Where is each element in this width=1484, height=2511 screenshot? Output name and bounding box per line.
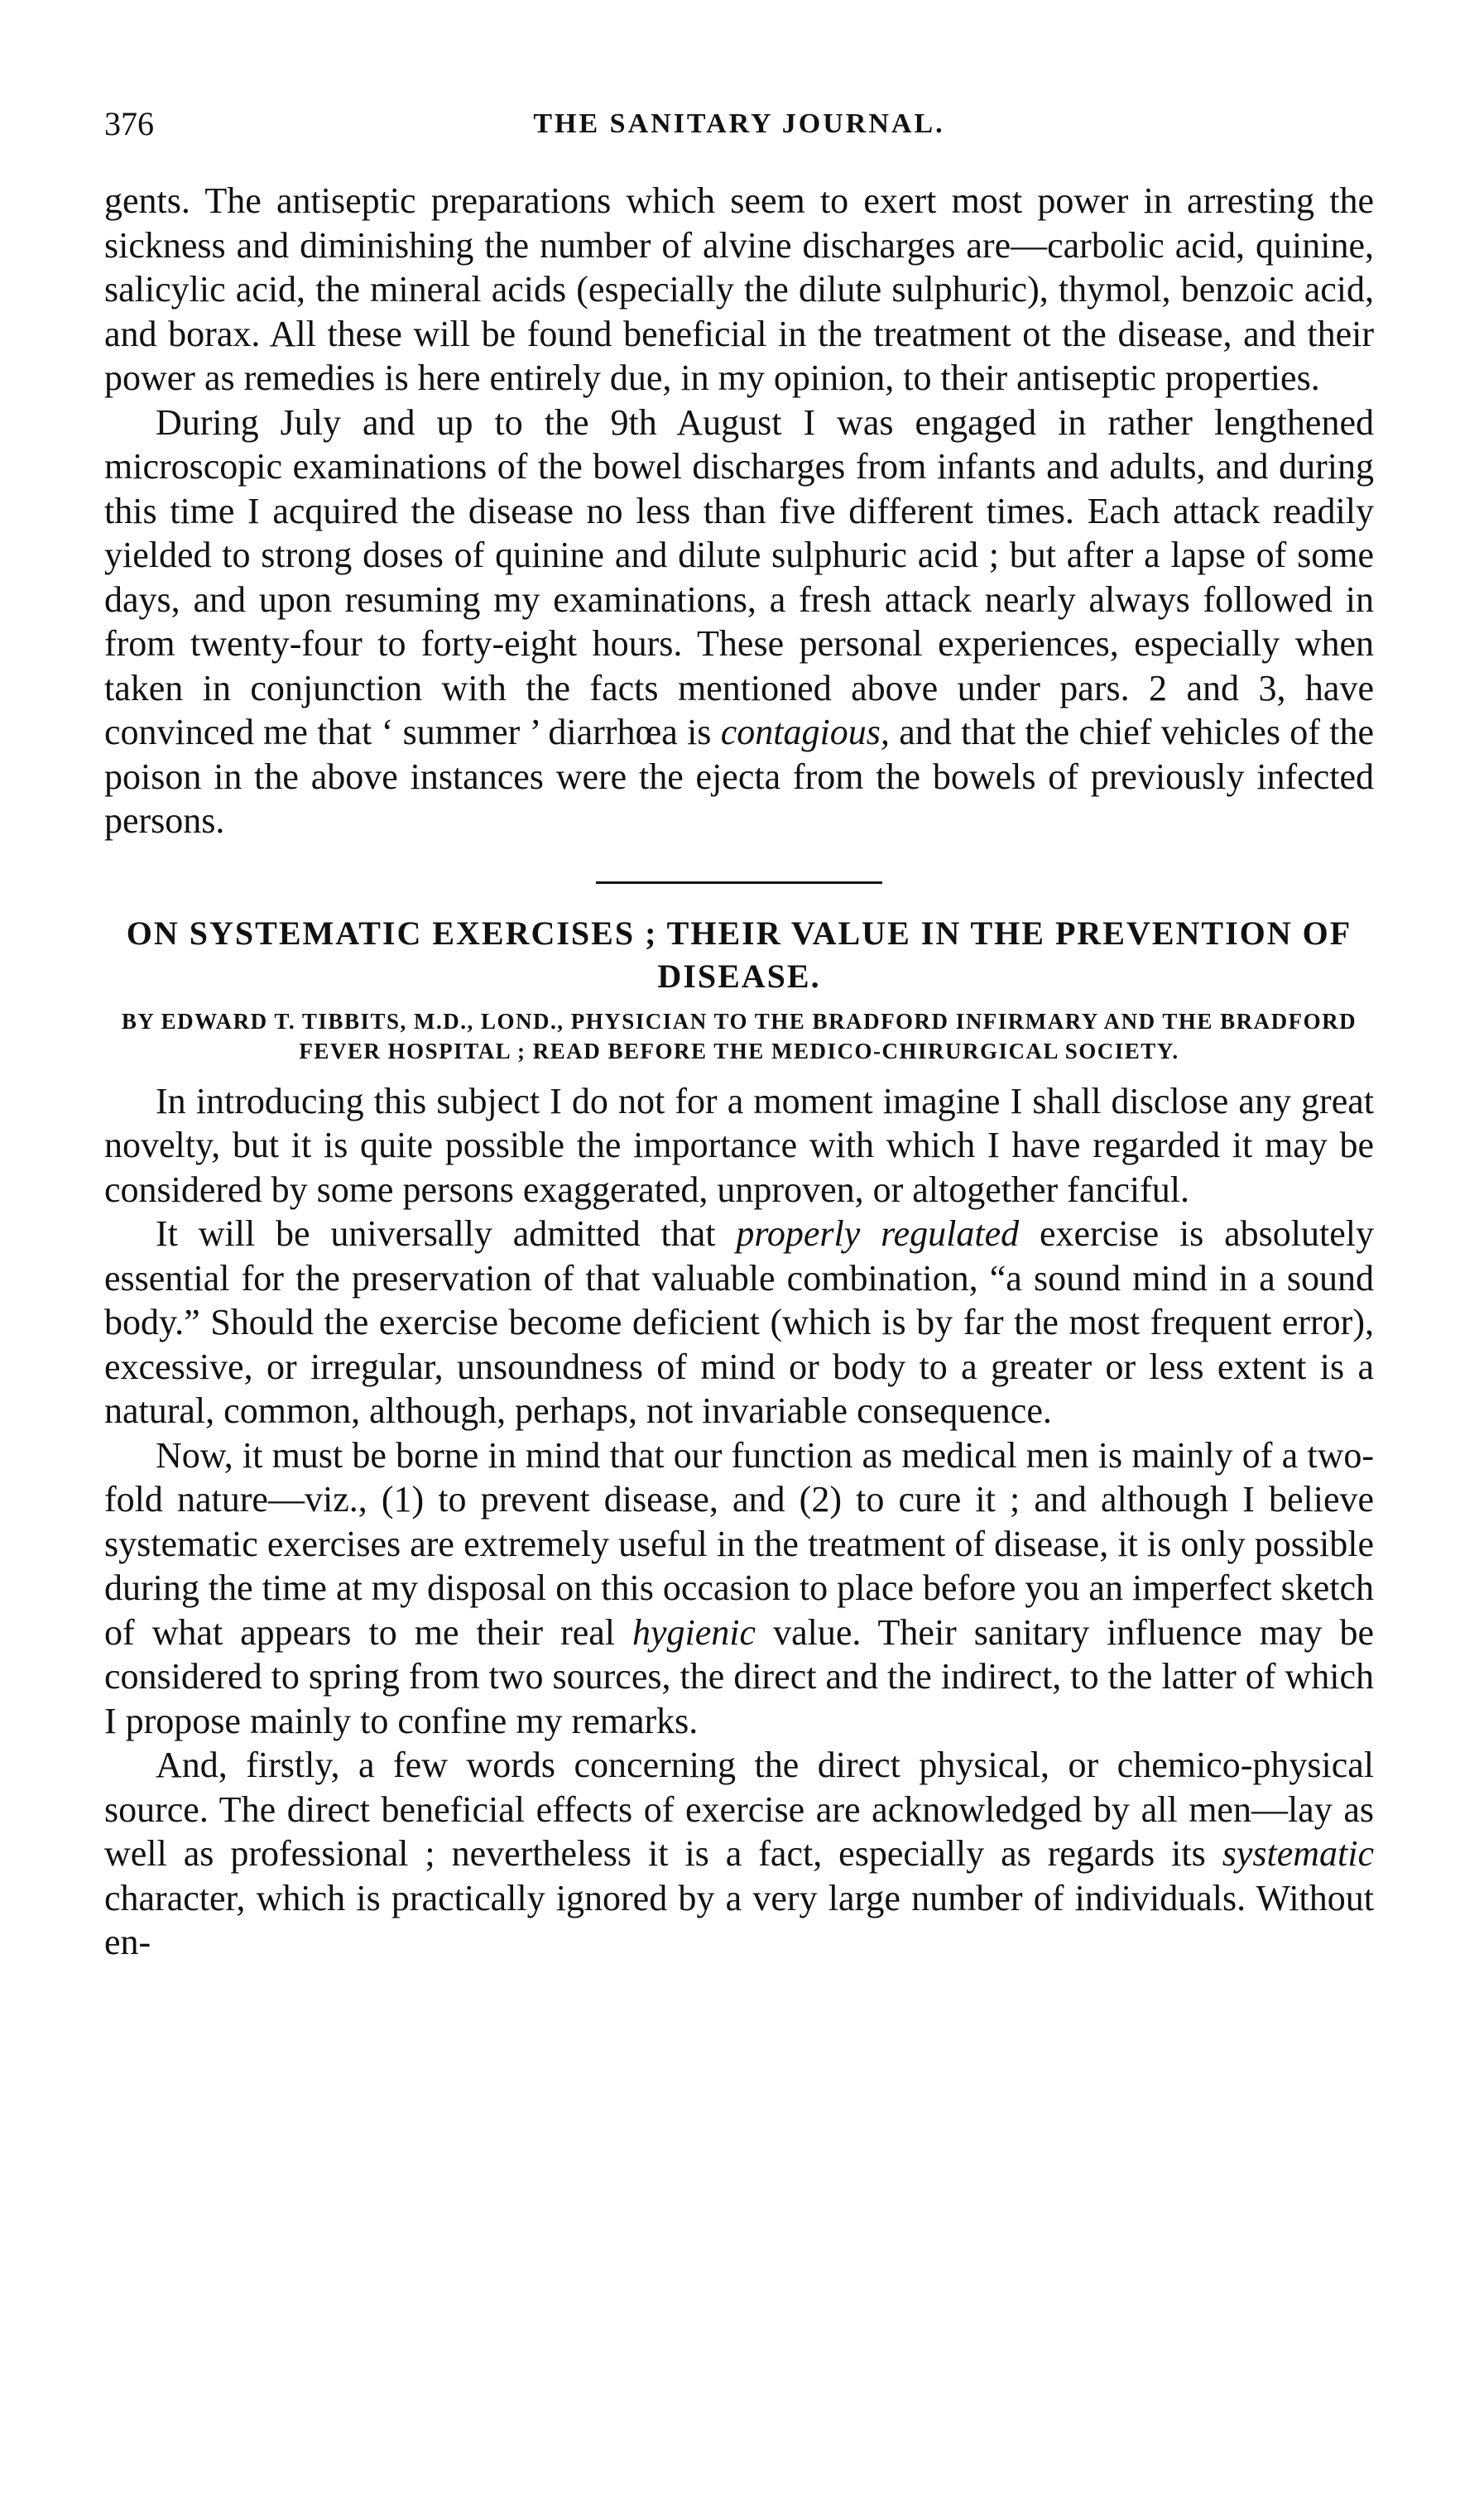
paragraph-text: It will be universally admitted that: [156, 1213, 716, 1254]
section-divider: [596, 881, 882, 884]
paragraph: [104, 401, 1374, 843]
emphasis-text: properly regulated: [736, 1213, 1020, 1254]
article-title: ON SYSTEMATIC EXERCISES ; THEIR VALUE IN THE PREVENTION OF DISEASE.: [126, 914, 1352, 995]
emphasis-text: contagious,: [720, 712, 890, 752]
article-body: [104, 1079, 1374, 1965]
paragraph-text: And, firstly, a few words concerning the direct physical, or chemico-physical source. The direct beneficial effects of exercise are acknowledged by all men—lay as well as professional ; nevertheless it is a fact, especially as regards its: [104, 1745, 1374, 1874]
paragraph: gents. The antiseptic preparations which seem to exert most power in arresting the sickness and diminishing the number of alvine discharges are—carbolic acid, quinine, salicylic acid, the mineral acids (especially the dilute sulphuric), thymol, benzoic acid, and borax. All these will be found beneficial in the treatment ot the disease, and their power as remedies is here entirely due, in my opinion, to their antiseptic properties.: [104, 180, 1374, 398]
paragraph-text: During July and up to the 9th August I was engaged in rather lengthened microscopic examinations of the bowel discharges from infants and adults, and during this time I acquired the disease no less than five different times. Each attack readily yielded to strong doses of quinine and dilute sulphuric acid ; but after a lapse of some days, and upon resuming my examinations, a fresh attack nearly always followed in from twenty-four to forty-eight hours. These personal experiences, especially when taken in conjunction with the facts mentioned above under pars. 2 and 3, have convinced me that: [104, 401, 1374, 752]
paragraph-text: exercise is absolutely essential for the preservation of that valuable combination, “a sound mind in a sound body.” Should the exercise become deficient (which is by far the most frequent error), excessive, or irregular, unsoundness of mind or body to a greater or less extent is a natural, common, although, perhaps, not invariable consequence.: [104, 1213, 1375, 1431]
paragraph: In introducing this subject I do not for a moment imagine I shall disclose any great novelty, but it is quite possible the importance with which I have regarded it may be considered by some persons exaggerated, unproven, or altogether fanciful.: [104, 1080, 1374, 1210]
emphasis-text: systematic: [1222, 1833, 1375, 1874]
paragraph: [104, 1743, 1374, 1965]
page-number: 376: [104, 105, 154, 142]
document-page: [104, 99, 1374, 1965]
paragraph-text: Now, it must be borne in mind that our function as medical men is mainly of a two-fold nature—viz., (1) to prevent disease, and (2) to cure it ; and although I believe systematic exercises are extremely useful in the treatment of disease, it is only possible during the time at my disposal on this occasion to place before you an imperfect sketch of what appears to me their real: [104, 1434, 1374, 1653]
journal-title: THE SANITARY JOURNAL.: [533, 108, 945, 139]
previous-article-continuation: [104, 179, 1374, 843]
paragraph-text: value. Their sanitary influence may be considered to spring from two sources, the direct and the indirect, to the latter of which I propose mainly to confine my remarks.: [104, 1611, 1375, 1741]
paragraph-text: ‘ summer ’ diarrhœa is: [381, 712, 712, 752]
article-byline: BY EDWARD T. TIBBITS, M.D., LOND., PHYSICIAN TO THE BRADFORD INFIRMARY AND THE BRADFORD FEVER HOSPITAL ; READ BEFORE THE MEDICO-CHIRURGICAL SOCIETY.: [121, 1008, 1357, 1063]
emphasis-text: hygienic: [632, 1611, 756, 1653]
paragraph-text: and that the chief vehicles of the poison in the above instances were the ejecta from the bowels of previously infected persons.: [104, 712, 1375, 841]
running-head: [104, 99, 1374, 149]
paragraph-text: character, which is practically ignored by a very large number of individuals. Without en-: [104, 1877, 1374, 1962]
paragraph: [104, 1212, 1374, 1433]
paragraph: [104, 1433, 1374, 1744]
